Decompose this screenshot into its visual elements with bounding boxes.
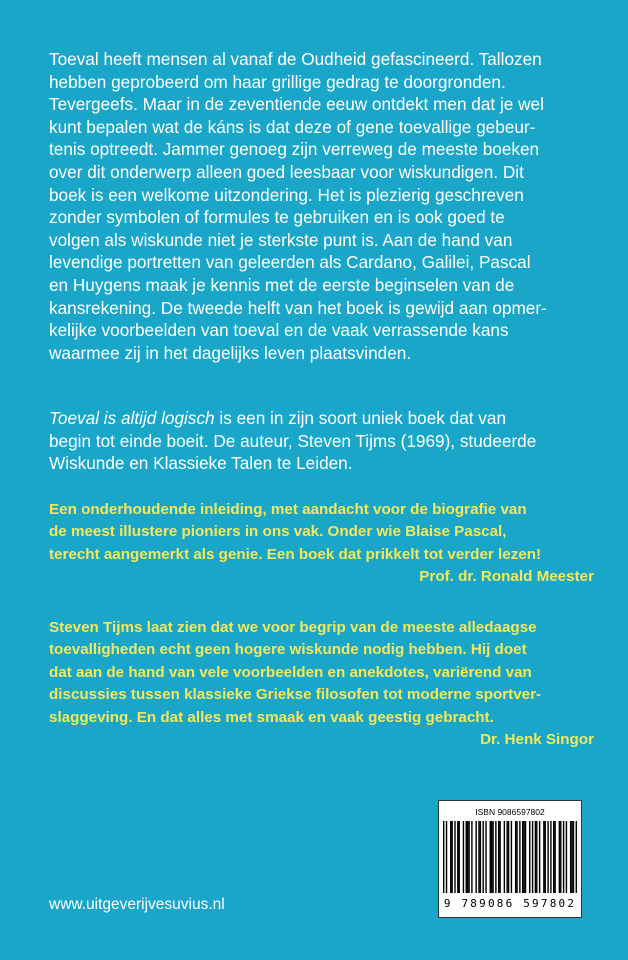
quote-line: slaggeving. En dat alles met smaak en vaak geestig gebracht. (49, 708, 494, 726)
blurb-line: Tevergeefs. Maar in de zeventiende eeuw ontdekt men dat je wel (49, 94, 544, 115)
barcode-stripe (446, 821, 447, 893)
barcode-stripe (515, 821, 516, 893)
barcode-stripe (468, 821, 469, 893)
barcode-stripe (485, 821, 486, 893)
isbn-label: ISBN 9086597802 (475, 807, 545, 817)
quote-author: Prof. dr. Ronald Meester (419, 568, 594, 586)
barcode-stripe (463, 821, 464, 893)
barcode-stripe (457, 821, 458, 893)
barcode-stripe (571, 821, 572, 893)
review-quote (49, 499, 594, 589)
blurb-line: en Huygens maak je kennis met de eerste beginselen van de (49, 274, 515, 295)
book-title-italic: Toeval is altijd logisch (49, 408, 215, 428)
barcode-stripe (478, 821, 479, 893)
blurb-line: over dit onderwerp alleen goed leesbaar voor wiskundigen. Dit (49, 161, 524, 182)
barcode-stripe (535, 821, 536, 893)
barcode-stripe (516, 821, 517, 893)
barcode-stripe (450, 821, 451, 893)
blurb-line: boek is een welkome uitzondering. Het is plezierig geschreven (49, 184, 524, 205)
summary-line (49, 407, 589, 430)
summary-line: begin tot einde boeit. De auteur, Steven Tijms (1969), studeerde (49, 430, 537, 451)
barcode-stripe (536, 821, 537, 893)
quote-line: Steven Tijms laat zien dat we voor begrip van de meeste alledaagse (49, 619, 537, 636)
barcode-stripe (563, 821, 564, 893)
barcode-stripe (451, 821, 452, 893)
blurb-line: zonder symbolen of formules te gebruiken en is ook goed te (49, 207, 505, 228)
barcode-stripe (553, 821, 554, 893)
blurb-line: kunt bepalen wat de káns is dat deze of gene toevallige gebeur- (49, 116, 536, 137)
blurb-line: waarmee zij in het dagelijks leven plaatsvinden. (49, 342, 412, 363)
barcode-stripe (454, 821, 455, 893)
blurb-line: levendige portretten van geleerden als Cardano, Galilei, Pascal (49, 252, 531, 273)
barcode-stripe (525, 821, 526, 893)
barcode-stripe (523, 821, 524, 893)
barcode-stripe (529, 821, 530, 893)
barcode-stripe (566, 821, 567, 893)
barcode-stripe (466, 821, 467, 893)
barcode-stripe (471, 821, 472, 893)
barcode-stripe (539, 821, 540, 893)
blurb-text (49, 48, 589, 364)
blurb-line: kansrekening. De tweede helft van het boek is gewijd aan opmer- (49, 297, 547, 318)
barcode-stripe (459, 821, 460, 893)
quote-author: Dr. Henk Singor (480, 731, 594, 749)
barcode-stripe (475, 821, 476, 893)
summary-text: is een in zijn soort uniek boek dat van (214, 408, 507, 428)
quote-line: de meest illustere pioniers in ons vak. Onder wie Blaise Pascal, (49, 523, 507, 541)
blurb-line: kelijke voorbeelden van toeval en de vaak verrassende kans (49, 320, 509, 341)
barcode-stripe (506, 821, 507, 893)
barcode-stripe (573, 821, 574, 893)
summary-line: Wiskunde en Klassieke Talen te Leiden. (49, 453, 353, 474)
publisher-website: www.uitgeverijvesuvius.nl (49, 896, 225, 913)
blurb-line: Toeval heeft mensen al vanaf de Oudheid gefascineerd. Tallozen (49, 49, 542, 69)
barcode-stripe (543, 821, 544, 893)
barcode-stripe (570, 821, 571, 893)
barcode-stripe (498, 821, 499, 893)
barcode-stripe (467, 821, 468, 893)
barcode-stripe (559, 821, 560, 893)
quote-line: terecht aangemerkt als genie. Een boek dat prikkelt tot verder lezen! (49, 545, 542, 563)
barcode-stripe (547, 821, 548, 893)
barcode-stripe (490, 821, 491, 893)
barcode-bars (443, 821, 577, 893)
barcode-stripe (499, 821, 500, 893)
barcode-stripe (560, 821, 561, 893)
barcode-stripe (532, 821, 533, 893)
book-summary (49, 407, 589, 475)
barcode-stripe (511, 821, 512, 893)
barcode-stripe (504, 821, 505, 893)
isbn-barcode (438, 800, 582, 918)
barcode-digits: 9 789086 597802 (443, 897, 577, 910)
blurb-line: hebben geprobeerd om haar grillige gedrag te doorgronden. (49, 71, 506, 92)
barcode-stripe (495, 821, 496, 893)
barcode-stripe (443, 821, 444, 893)
quote-line: Een onderhoudende inleiding, met aandacht voor de biografie van (49, 501, 527, 518)
barcode-stripe (519, 821, 520, 893)
review-quote (49, 617, 594, 751)
barcode-stripe (482, 821, 483, 893)
barcode-stripe (550, 821, 551, 893)
blurb-line: tenis optreedt. Jammer genoeg zijn verreweg de meeste boeken (49, 139, 540, 160)
barcode-stripe (554, 821, 555, 893)
quote-line: dat aan de hand van vele voorbeelden en anekdotes, variërend van (49, 663, 532, 681)
barcode-stripe (492, 821, 493, 893)
blurb-line: volgen als wiskunde niet je sterkste punt is. Aan de hand van (49, 229, 513, 250)
barcode-stripe (480, 821, 481, 893)
quote-line: toevalligheden echt geen hogere wiskunde nodig hebben. Hij doet (49, 641, 527, 659)
barcode-stripe (508, 821, 509, 893)
barcode-stripe (576, 821, 577, 893)
barcode-stripe (522, 821, 523, 893)
quote-line: discussies tussen klassieke Griekse filosofen tot moderne sportver- (49, 686, 542, 704)
barcode-stripe (491, 821, 492, 893)
barcode-stripe (545, 821, 546, 893)
